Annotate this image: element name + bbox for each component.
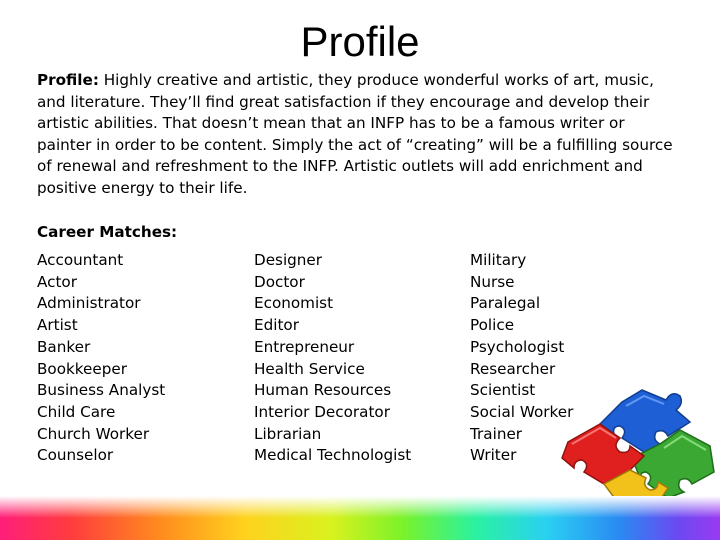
list-item: Designer <box>254 251 323 269</box>
list-item: Police <box>470 316 515 335</box>
list-item: Actor <box>37 272 77 291</box>
list-item: Writer <box>470 446 517 465</box>
list-item: Bookkeeper <box>37 359 127 378</box>
career-list-col1 <box>37 250 165 467</box>
career-list-col3 <box>470 250 573 467</box>
list-item: Business Analyst <box>37 381 166 400</box>
list-item: Artist <box>37 316 78 335</box>
list-item: Accountant <box>37 251 124 269</box>
list-item: Nurse <box>470 272 515 291</box>
list-item: Scientist <box>470 381 536 400</box>
list-item: Interior Decorator <box>254 402 390 421</box>
list-item: Entrepreneur <box>254 337 355 356</box>
list-item: Psychologist <box>470 337 565 356</box>
list-item: Medical Technologist <box>254 446 412 465</box>
list-item: Researcher <box>470 359 556 378</box>
list-item: Doctor <box>254 272 305 291</box>
profile-label: Profile: <box>37 71 99 89</box>
list-item: Trainer <box>470 424 523 443</box>
list-item: Editor <box>254 316 299 335</box>
page-title: Profile <box>300 18 420 65</box>
rainbow-footer-band <box>0 496 720 540</box>
list-item: Military <box>470 251 527 269</box>
career-matches-heading: Career Matches: <box>37 223 178 241</box>
list-item: Child Care <box>37 402 116 421</box>
list-item: Economist <box>254 294 334 313</box>
list-item: Paralegal <box>470 294 541 313</box>
list-item: Librarian <box>254 424 322 443</box>
list-item: Counselor <box>37 446 114 465</box>
profile-text: Highly creative and artistic, they produce wonderful works of art, music, and literature. They’ll find great satisfaction if they encourage and develop their artistic abilities. That doesn’t mean that an INFP has to be a famous writer or painter in order to be content. Simply the act of “creating” will be a fulfilling source of renewal and refreshment to the INFP. Artistic outlets will add enrichment and positive energy to their life. <box>37 71 673 197</box>
list-item: Administrator <box>37 294 141 313</box>
profile-paragraph <box>37 70 677 200</box>
list-item: Human Resources <box>254 381 392 400</box>
puzzle-pieces-icon <box>560 380 720 500</box>
list-item: Health Service <box>254 359 365 378</box>
list-item: Social Worker <box>470 402 574 421</box>
list-item: Church Worker <box>37 424 150 443</box>
career-list-col2 <box>254 250 411 467</box>
list-item: Banker <box>37 337 91 356</box>
